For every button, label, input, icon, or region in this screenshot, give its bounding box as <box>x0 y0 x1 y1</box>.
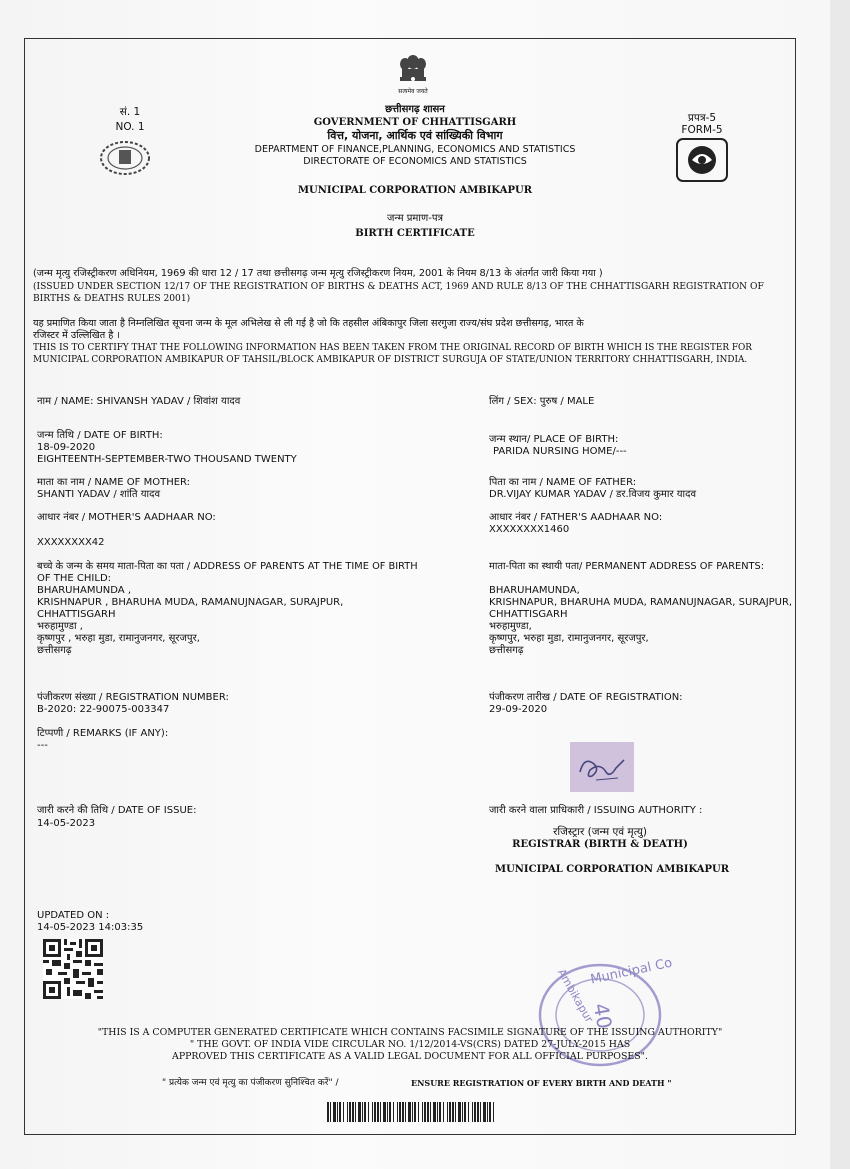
slogan-english: ENSURE REGISTRATION OF EVERY BIRTH AND DEATH " <box>411 1078 672 1088</box>
father-name-label: पिता का नाम / NAME OF FATHER: <box>489 477 637 488</box>
stamp-text-top: Municipal Co <box>589 955 674 988</box>
stamp-text-left: Ambikapur <box>554 966 596 1025</box>
certify-hindi-2: रजिस्टर में उल्लिखित है । <box>33 330 121 341</box>
address-line: CHHATTISGARH <box>37 609 116 620</box>
place-of-birth-value: PARIDA NURSING HOME/--- <box>493 446 627 457</box>
mother-name-value: SHANTI YADAV / शांति यादव <box>37 489 161 500</box>
issue-date-value: 14-05-2023 <box>37 818 96 829</box>
footer-line-3: APPROVED THIS CERTIFICATE AS A VALID LEGAL DOCUMENT FOR ALL OFFICIAL PURPOSES". <box>172 1051 648 1062</box>
emblem-motto: सत्यमेव जयते <box>398 88 428 95</box>
certify-english-1: THIS IS TO CERTIFY THAT THE FOLLOWING INFORMATION HAS BEEN TAKEN FROM THE ORIGINAL RECORD OF BIRTH WHICH IS THE REGISTER FOR <box>33 343 752 353</box>
number-english: NO. 1 <box>115 121 145 133</box>
issued-under-hindi: (जन्म मृत्यु रजिस्ट्रीकरण अधिनियम, 1969 की धारा 12 / 17 तथा छत्तीसगढ़ जन्म मृत्यु रजिस्ट्रीकरण नियम, 2001 के नियम 8/13 के अंतर्गत जारी किया गया ) <box>33 268 603 279</box>
address-line: BHARUHAMUNDA, <box>489 585 580 596</box>
address-line: छत्तीसगढ़ <box>489 645 524 656</box>
registration-date-label: पंजीकरण तारीख / DATE OF REGISTRATION: <box>489 692 683 703</box>
permanent-address-label: माता-पिता का स्थायी पता/ PERMANENT ADDRESS OF PARENTS: <box>489 561 765 572</box>
crs-logo-icon <box>676 138 728 182</box>
directorate: DIRECTORATE OF ECONOMICS AND STATISTICS <box>303 156 527 167</box>
father-aadhaar-label: आधार नंबर / FATHER'S AADHAAR NO: <box>489 512 663 523</box>
govt-english: GOVERNMENT OF CHHATTISGARH <box>313 117 517 128</box>
address-line: कृष्णपुर , भरुहा मुडा, रामानुजनगर, सूरजपुर, <box>37 633 200 644</box>
registration-date-value: 29-09-2020 <box>489 704 548 715</box>
signature-image <box>570 742 634 792</box>
department-english: DEPARTMENT OF FINANCE,PLANNING, ECONOMICS AND STATISTICS <box>254 144 576 155</box>
dob-label: जन्म तिथि / DATE OF BIRTH: <box>37 430 163 441</box>
slogan-hindi: " प्रत्येक जन्म एवं मृत्यु का पंजीकरण सुनिश्चित करें" / <box>162 1078 339 1088</box>
municipal-corporation: MUNICIPAL CORPORATION AMBIKAPUR <box>297 185 533 196</box>
father-aadhaar-value: XXXXXXXX1460 <box>489 524 570 535</box>
mother-aadhaar-value: XXXXXXXX42 <box>37 537 105 548</box>
department-hindi: वित्त, योजना, आर्थिक एवं सांख्यिकी विभाग <box>327 129 503 142</box>
permanent-address <box>489 585 792 657</box>
remarks-label: टिप्पणी / REMARKS (IF ANY): <box>37 728 169 739</box>
updated-on-label: UPDATED ON : <box>37 910 110 921</box>
child-name: नाम / NAME: SHIVANSH YADAV / शिवांश यादव <box>37 396 241 407</box>
address-line: BHARUHAMUNDA , <box>37 585 131 596</box>
stamp-center: 40 <box>588 1001 617 1031</box>
authority-organization: MUNICIPAL CORPORATION AMBIKAPUR <box>495 864 730 875</box>
place-of-birth-label: जन्म स्थान/ PLACE OF BIRTH: <box>489 434 619 445</box>
issue-date-label: जारी करने की तिथि / DATE OF ISSUE: <box>37 805 197 816</box>
govt-hindi: छत्तीसगढ़ शासन <box>385 104 445 115</box>
form-number-english: FORM-5 <box>681 124 723 136</box>
issued-under-english-1: (ISSUED UNDER SECTION 12/17 OF THE REGISTRATION OF BIRTHS & DEATHS ACT, 1969 AND RULE 8/13 OF THE CHHATTISGARH REGISTRATION OF <box>33 282 764 292</box>
registration-number-label: पंजीकरण संख्या / REGISTRATION NUMBER: <box>37 692 229 703</box>
registrar-hindi: रजिस्ट्रार (जन्म एवं मृत्यु) <box>553 826 647 838</box>
registrar-english: REGISTRAR (BIRTH & DEATH) <box>512 839 688 850</box>
address-line: भरुहामुण्डा, <box>489 621 532 632</box>
address-line: CHHATTISGARH <box>489 609 568 620</box>
certify-hindi-1: यह प्रमाणित किया जाता है निम्नलिखित सूचना जन्म के मूल अभिलेख से ली गई है जो कि तहसील अंबिकापुर जिला सरगुजा राज्य/संघ प्रदेश छत्तीसगढ़, भारत के <box>33 318 584 329</box>
title-hindi: जन्म प्रमाण-पत्र <box>386 213 444 224</box>
mother-aadhaar-label: आधार नंबर / MOTHER'S AADHAAR NO: <box>37 512 216 523</box>
certificate-title: BIRTH CERTIFICATE <box>355 228 475 239</box>
footer-line-2: " THE GOVT. OF INDIA VIDE CIRCULAR NO. 1/12/2014-VS(CRS) DATED 27-JULY-2015 HAS <box>189 1039 631 1050</box>
mother-name-label: माता का नाम / NAME OF MOTHER: <box>37 477 191 488</box>
address-at-birth-label-1: बच्चे के जन्म के समय माता-पिता का पता / ADDRESS OF PARENTS AT THE TIME OF BIRTH <box>37 561 418 572</box>
footer-line-1: "THIS IS A COMPUTER GENERATED CERTIFICATE WHICH CONTAINS FACSIMILE SIGNATURE OF THE ISSUING AUTHORITY" <box>97 1027 723 1038</box>
dob-words: EIGHTEENTH-SEPTEMBER-TWO THOUSAND TWENTY <box>37 454 297 465</box>
seal-icon <box>99 140 151 176</box>
issuing-authority-label: जारी करने वाला प्राधिकारी / ISSUING AUTHORITY : <box>489 805 703 816</box>
address-line: KRISHNAPUR, BHARUHA MUDA, RAMANUJNAGAR, SURAJPUR, <box>489 597 793 608</box>
father-name-value: DR.VIJAY KUMAR YADAV / डर.विजय कुमार यादव <box>489 489 697 500</box>
number-hindi: सं. 1 <box>119 106 141 118</box>
address-at-birth <box>37 585 343 657</box>
barcode-icon <box>327 1102 497 1122</box>
qr-code-icon <box>43 939 103 999</box>
sex: लिंग / SEX: पुरुष / MALE <box>489 396 595 407</box>
dob-value: 18-09-2020 <box>37 442 96 453</box>
address-line: कृष्णपुर, भरुहा मुडा, रामानुजनगर, सूरजपुर, <box>489 633 649 644</box>
registration-number-value: B-2020: 22-90075-003347 <box>37 704 170 715</box>
form-number-hindi: प्रपत्र-5 <box>687 112 717 124</box>
updated-on-value: 14-05-2023 14:03:35 <box>37 922 144 933</box>
certify-english-2: MUNICIPAL CORPORATION AMBIKAPUR OF TAHSIL/BLOCK AMBIKAPUR OF DISTRICT SURGUJA OF STATE/UNION TERRITORY CHHATTISGARH, INDIA. <box>33 355 748 365</box>
address-line: KRISHNAPUR , BHARUHA MUDA, RAMANUJNAGAR, SURAJPUR, <box>37 597 344 608</box>
address-at-birth-label-2: OF THE CHILD: <box>37 573 112 584</box>
address-line: छत्तीसगढ़ <box>37 645 72 656</box>
issued-under-english-2: BIRTHS & DEATHS RULES 2001) <box>33 294 191 304</box>
remarks-value: --- <box>37 740 48 751</box>
address-line: भरुहामुण्डा , <box>37 621 83 632</box>
